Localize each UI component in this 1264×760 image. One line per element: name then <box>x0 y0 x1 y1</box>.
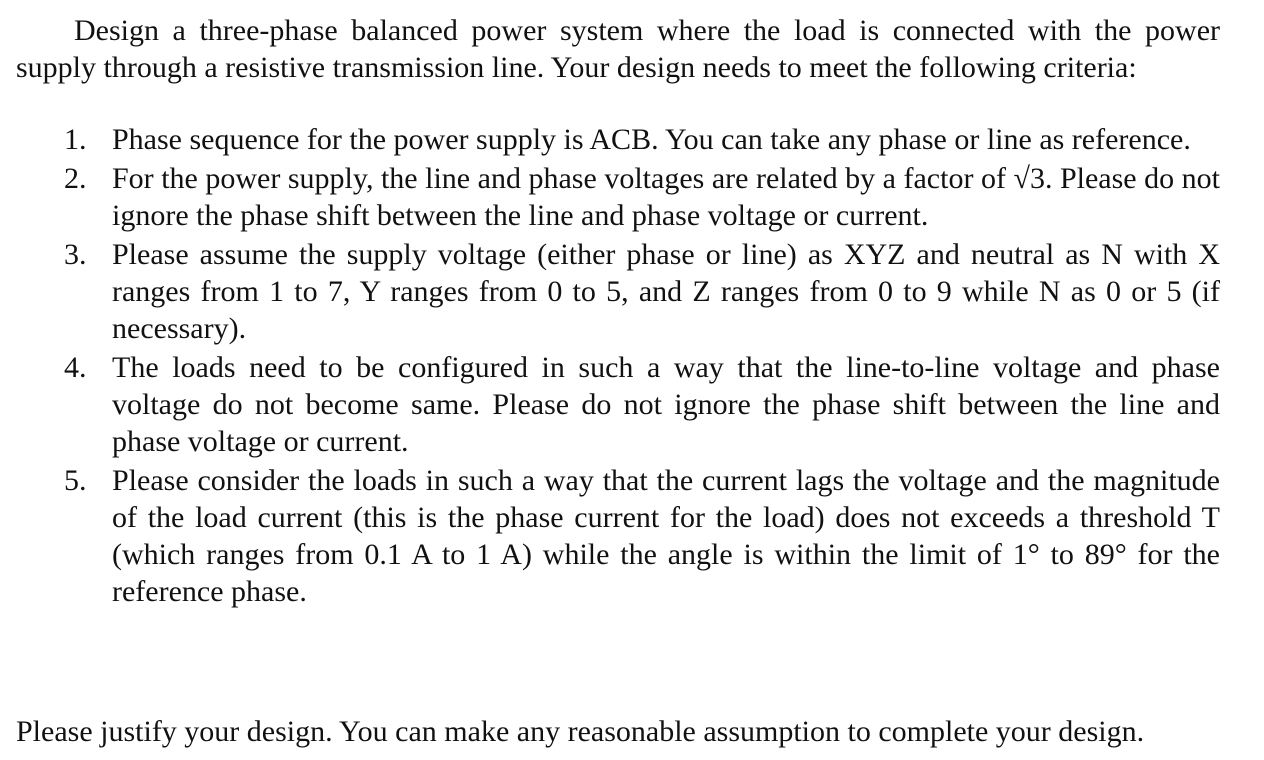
criterion-number: 1. <box>64 123 87 156</box>
criterion-number: 4. <box>64 351 87 384</box>
criterion-number: 5. <box>64 464 87 497</box>
criterion-text: The loads need to be configured in such a way that the line-to-line voltage and phase voltage do not become same. Please do not ignore the phase shift between the line and phase voltage or current. <box>112 351 1220 458</box>
criterion-number: 3. <box>64 238 87 271</box>
criterion-text: Phase sequence for the power supply is ACB. You can take any phase or line as reference. <box>112 123 1191 156</box>
criterion-item <box>0 121 1220 158</box>
closing-paragraph: Please justify your design. You can make any reasonable assumption to complete your design. <box>16 715 1145 748</box>
criterion-number: 2. <box>64 162 87 195</box>
criterion-text: Please consider the loads in such a way that the current lags the voltage and the magnitude of the load current (this is the phase current for the load) does not exceeds a threshold T (which ranges from 0.1 A to 1 A) while the angle is within the limit of 1° to 89° for the reference phase. <box>112 464 1220 608</box>
criterion-item <box>0 462 1220 610</box>
criterion-text: For the power supply, the line and phase voltages are related by a factor of √3. Please do not ignore the phase shift between the line and phase voltage or current. <box>112 162 1220 232</box>
criterion-item <box>0 236 1220 347</box>
criterion-item <box>0 349 1220 460</box>
criterion-item <box>0 160 1220 234</box>
intro-paragraph: Design a three-phase balanced power system where the load is connected with the power supply through a resistive transmission line. Your design needs to meet the following criteria: <box>16 14 1220 84</box>
criteria-list <box>0 121 1220 610</box>
criterion-text: Please assume the supply voltage (either phase or line) as XYZ and neutral as N with X ranges from 1 to 7, Y ranges from 0 to 5, and Z ranges from 0 to 9 while N as 0 or 5 (if necessary). <box>112 238 1220 345</box>
